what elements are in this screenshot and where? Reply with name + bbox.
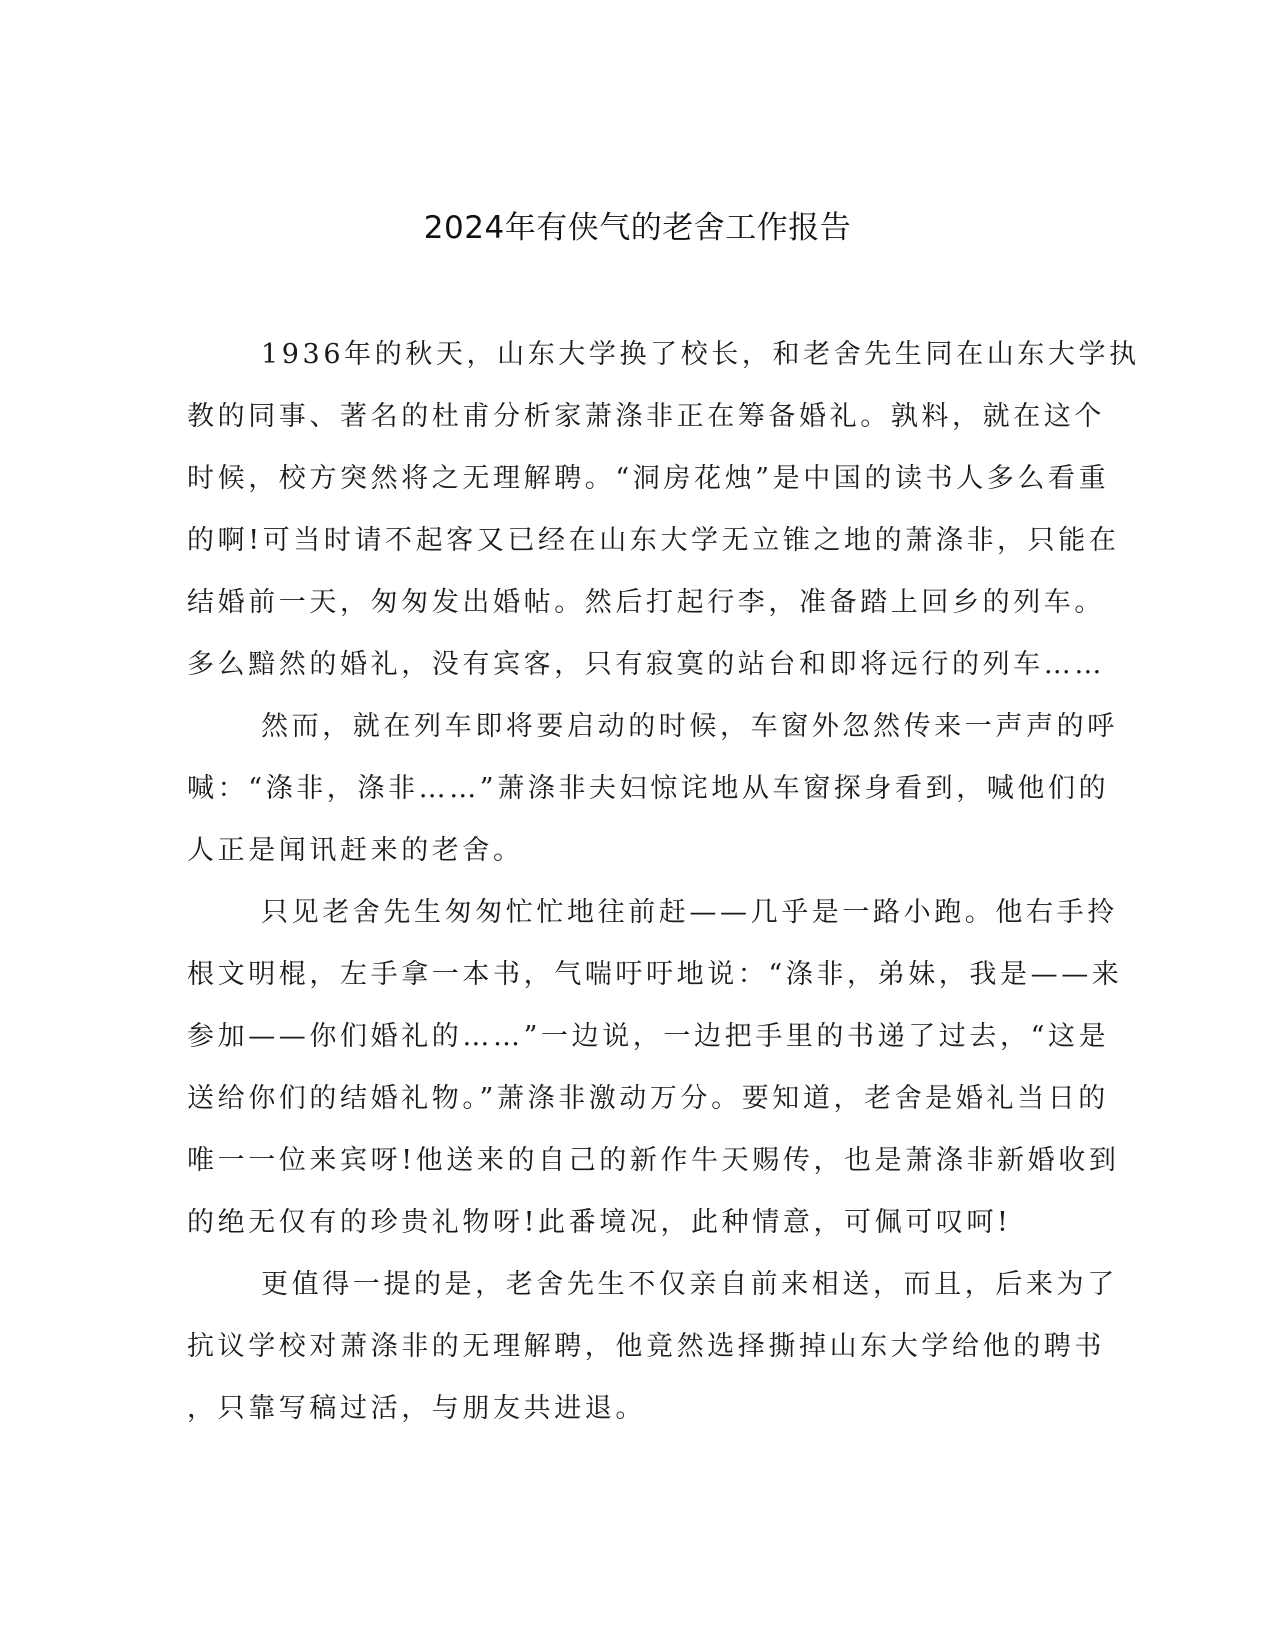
paragraph-3-line-1: 只见老舍先生匆匆忙忙地往前赶——几乎是一路小跑。他右手拎 bbox=[261, 897, 1118, 928]
paragraph-3-line-3: 参加——你们婚礼的……”一边说，一边把手里的书递了过去，“这是 bbox=[187, 1021, 1110, 1052]
paragraph-1-line-5: 结婚前一天，匆匆发出婚帖。然后打起行李，准备踏上回乡的列车。 bbox=[187, 587, 1105, 618]
paragraph-3-line-2: 根文明棍，左手拿一本书，气喘吁吁地说：“涤非，弟妹，我是——来 bbox=[187, 959, 1123, 990]
paragraph-1-line-3: 时候，校方突然将之无理解聘。“洞房花烛”是中国的读书人多么看重 bbox=[187, 463, 1110, 494]
paragraph-3-line-5: 唯一一位来宾呀!他送来的自己的新作牛天赐传，也是萧涤非新婚收到 bbox=[187, 1145, 1120, 1176]
paragraph-2-line-3: 人正是闻讯赶来的老舍。 bbox=[187, 835, 524, 866]
paragraph-1-line-4: 的啊!可当时请不起客又已经在山东大学无立锥之地的萧涤非，只能在 bbox=[187, 525, 1120, 556]
paragraph-2-line-1: 然而，就在列车即将要启动的时候，车窗外忽然传来一声声的呼 bbox=[261, 711, 1118, 742]
paragraph-4-line-2: 抗议学校对萧涤非的无理解聘，他竟然选择撕掉山东大学给他的聘书 bbox=[187, 1331, 1105, 1362]
paragraph-3-line-6: 的绝无仅有的珍贵礼物呀!此番境况，此种情意，可佩可叹呵! bbox=[187, 1207, 1012, 1238]
document-body bbox=[187, 324, 1140, 1440]
paragraph-1-line-6: 多么黯然的婚礼，没有宾客，只有寂寞的站台和即将远行的列车…… bbox=[187, 649, 1105, 680]
paragraph-1-line-2: 教的同事、著名的杜甫分析家萧涤非正在筹备婚礼。孰料，就在这个 bbox=[187, 401, 1105, 432]
paragraph-2-line-2: 喊：“涤非，涤非……”萧涤非夫妇惊诧地从车窗探身看到，喊他们的 bbox=[187, 773, 1110, 804]
paragraph-4-line-1: 更值得一提的是，老舍先生不仅亲自前来相送，而且，后来为了 bbox=[261, 1269, 1118, 1300]
document-title: 2024年有侠气的老舍工作报告 bbox=[423, 210, 852, 246]
paragraph-4-line-3: ，只靠写稿过活，与朋友共进退。 bbox=[187, 1393, 646, 1424]
paragraph-1-line-1: 1936年的秋天，山东大学换了校长，和老舍先生同在山东大学执 bbox=[261, 339, 1140, 370]
paragraph-3-line-4: 送给你们的结婚礼物。”萧涤非激动万分。要知道，老舍是婚礼当日的 bbox=[187, 1083, 1109, 1114]
